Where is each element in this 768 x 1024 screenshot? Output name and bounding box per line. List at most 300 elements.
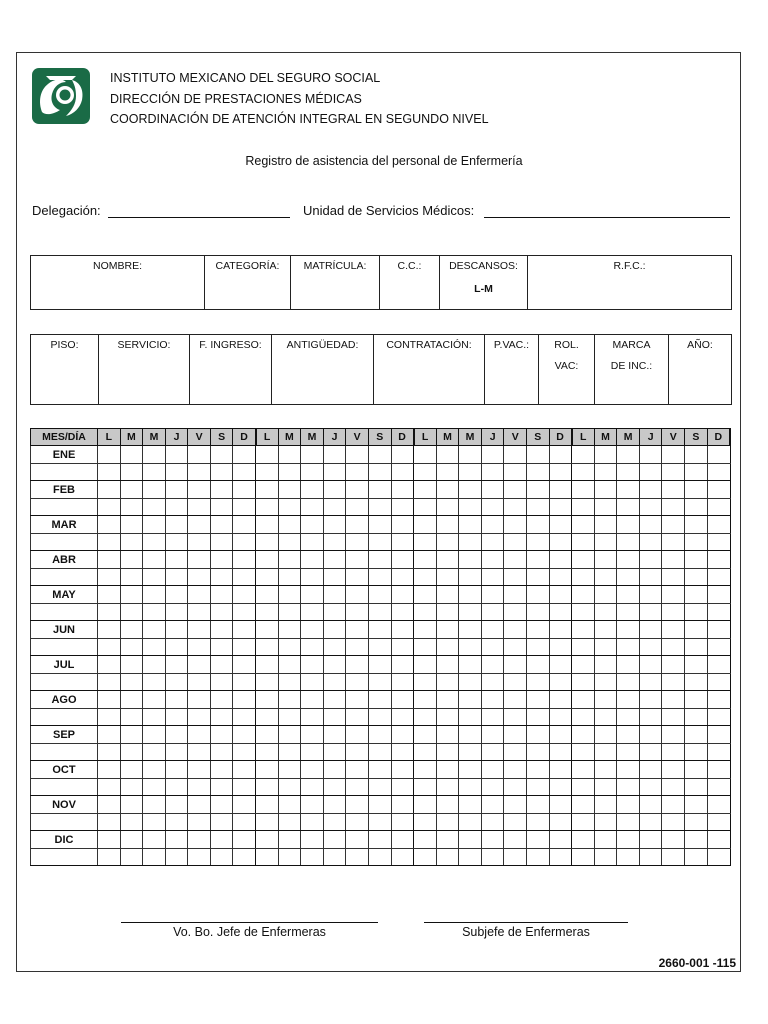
day-cell[interactable]	[481, 481, 504, 499]
day-cell[interactable]	[368, 831, 391, 849]
day-cell[interactable]	[662, 761, 685, 779]
day-cell[interactable]	[549, 621, 572, 639]
day-cell[interactable]	[504, 464, 527, 481]
day-cell[interactable]	[436, 814, 459, 831]
day-cell[interactable]	[639, 779, 662, 796]
day-cell[interactable]	[210, 796, 233, 814]
day-cell[interactable]	[391, 499, 414, 516]
day-cell[interactable]	[639, 569, 662, 586]
day-cell[interactable]	[572, 674, 595, 691]
day-cell[interactable]	[120, 796, 143, 814]
day-cell[interactable]	[526, 849, 549, 866]
day-cell[interactable]	[639, 604, 662, 621]
day-cell[interactable]	[165, 674, 188, 691]
day-cell[interactable]	[617, 779, 640, 796]
day-cell[interactable]	[210, 534, 233, 551]
day-cell[interactable]	[504, 849, 527, 866]
day-cell[interactable]	[368, 464, 391, 481]
day-cell[interactable]	[301, 516, 324, 534]
day-cell[interactable]	[459, 621, 482, 639]
day-cell[interactable]	[98, 849, 121, 866]
day-cell[interactable]	[188, 551, 211, 569]
day-cell[interactable]	[459, 691, 482, 709]
marca-inc-cell[interactable]: MARCA DE INC.:	[595, 335, 669, 405]
day-cell[interactable]	[436, 499, 459, 516]
day-cell[interactable]	[526, 481, 549, 499]
day-cell[interactable]	[165, 779, 188, 796]
day-cell[interactable]	[98, 726, 121, 744]
day-cell[interactable]	[414, 446, 437, 464]
day-cell[interactable]	[436, 691, 459, 709]
day-cell[interactable]	[188, 814, 211, 831]
cc-cell[interactable]: C.C.:	[380, 256, 440, 310]
day-cell[interactable]	[481, 831, 504, 849]
day-cell[interactable]	[572, 796, 595, 814]
day-cell[interactable]	[504, 621, 527, 639]
day-cell[interactable]	[391, 674, 414, 691]
day-cell[interactable]	[639, 516, 662, 534]
day-cell[interactable]	[481, 674, 504, 691]
day-cell[interactable]	[143, 709, 166, 726]
day-cell[interactable]	[188, 761, 211, 779]
day-cell[interactable]	[120, 604, 143, 621]
day-cell[interactable]	[572, 726, 595, 744]
day-cell[interactable]	[459, 481, 482, 499]
day-cell[interactable]	[707, 586, 730, 604]
day-cell[interactable]	[685, 656, 708, 674]
antiguedad-cell[interactable]: ANTIGÜEDAD:	[272, 335, 374, 405]
day-cell[interactable]	[188, 849, 211, 866]
day-cell[interactable]	[526, 604, 549, 621]
day-cell[interactable]	[143, 691, 166, 709]
day-cell[interactable]	[188, 726, 211, 744]
day-cell[interactable]	[391, 744, 414, 761]
day-cell[interactable]	[617, 481, 640, 499]
day-cell[interactable]	[98, 499, 121, 516]
day-cell[interactable]	[368, 849, 391, 866]
day-cell[interactable]	[707, 744, 730, 761]
day-cell[interactable]	[323, 499, 346, 516]
day-cell[interactable]	[301, 569, 324, 586]
day-cell[interactable]	[459, 831, 482, 849]
day-cell[interactable]	[188, 569, 211, 586]
day-cell[interactable]	[278, 481, 301, 499]
day-cell[interactable]	[481, 499, 504, 516]
day-cell[interactable]	[368, 551, 391, 569]
day-cell[interactable]	[436, 621, 459, 639]
day-cell[interactable]	[120, 464, 143, 481]
day-cell[interactable]	[549, 796, 572, 814]
day-cell[interactable]	[143, 726, 166, 744]
day-cell[interactable]	[662, 604, 685, 621]
day-cell[interactable]	[572, 709, 595, 726]
ingreso-cell[interactable]: F. INGRESO:	[190, 335, 272, 405]
day-cell[interactable]	[301, 656, 324, 674]
day-cell[interactable]	[572, 639, 595, 656]
day-cell[interactable]	[436, 569, 459, 586]
signature-line-subjefe[interactable]	[424, 922, 628, 923]
anio-cell[interactable]: AÑO:	[669, 335, 732, 405]
day-cell[interactable]	[368, 796, 391, 814]
day-cell[interactable]	[98, 709, 121, 726]
day-cell[interactable]	[662, 621, 685, 639]
day-cell[interactable]	[504, 814, 527, 831]
day-cell[interactable]	[98, 621, 121, 639]
descansos-cell[interactable]: DESCANSOS: L-M	[440, 256, 528, 310]
day-cell[interactable]	[685, 761, 708, 779]
day-cell[interactable]	[346, 691, 369, 709]
day-cell[interactable]	[165, 569, 188, 586]
day-cell[interactable]	[391, 779, 414, 796]
day-cell[interactable]	[594, 656, 617, 674]
day-cell[interactable]	[233, 586, 256, 604]
day-cell[interactable]	[617, 691, 640, 709]
day-cell[interactable]	[391, 604, 414, 621]
day-cell[interactable]	[278, 831, 301, 849]
day-cell[interactable]	[98, 831, 121, 849]
day-cell[interactable]	[685, 709, 708, 726]
day-cell[interactable]	[707, 691, 730, 709]
signature-line-jefe[interactable]	[121, 922, 378, 923]
day-cell[interactable]	[278, 691, 301, 709]
day-cell[interactable]	[256, 709, 279, 726]
day-cell[interactable]	[301, 586, 324, 604]
day-cell[interactable]	[301, 691, 324, 709]
day-cell[interactable]	[504, 796, 527, 814]
day-cell[interactable]	[481, 779, 504, 796]
day-cell[interactable]	[662, 691, 685, 709]
day-cell[interactable]	[165, 849, 188, 866]
day-cell[interactable]	[143, 604, 166, 621]
day-cell[interactable]	[549, 709, 572, 726]
day-cell[interactable]	[98, 604, 121, 621]
day-cell[interactable]	[210, 726, 233, 744]
day-cell[interactable]	[549, 569, 572, 586]
day-cell[interactable]	[210, 586, 233, 604]
day-cell[interactable]	[188, 796, 211, 814]
day-cell[interactable]	[572, 481, 595, 499]
day-cell[interactable]	[481, 849, 504, 866]
day-cell[interactable]	[639, 446, 662, 464]
day-cell[interactable]	[256, 814, 279, 831]
day-cell[interactable]	[526, 569, 549, 586]
day-cell[interactable]	[414, 464, 437, 481]
day-cell[interactable]	[662, 744, 685, 761]
day-cell[interactable]	[459, 744, 482, 761]
day-cell[interactable]	[368, 621, 391, 639]
day-cell[interactable]	[368, 779, 391, 796]
day-cell[interactable]	[256, 621, 279, 639]
day-cell[interactable]	[459, 551, 482, 569]
day-cell[interactable]	[120, 709, 143, 726]
day-cell[interactable]	[323, 849, 346, 866]
day-cell[interactable]	[346, 744, 369, 761]
day-cell[interactable]	[707, 604, 730, 621]
day-cell[interactable]	[685, 796, 708, 814]
day-cell[interactable]	[165, 744, 188, 761]
day-cell[interactable]	[301, 726, 324, 744]
day-cell[interactable]	[256, 744, 279, 761]
day-cell[interactable]	[572, 779, 595, 796]
day-cell[interactable]	[210, 831, 233, 849]
day-cell[interactable]	[346, 639, 369, 656]
day-cell[interactable]	[662, 446, 685, 464]
day-cell[interactable]	[436, 831, 459, 849]
day-cell[interactable]	[459, 656, 482, 674]
day-cell[interactable]	[368, 499, 391, 516]
day-cell[interactable]	[301, 446, 324, 464]
day-cell[interactable]	[617, 621, 640, 639]
day-cell[interactable]	[504, 569, 527, 586]
day-cell[interactable]	[549, 849, 572, 866]
day-cell[interactable]	[233, 744, 256, 761]
day-cell[interactable]	[594, 569, 617, 586]
day-cell[interactable]	[414, 516, 437, 534]
day-cell[interactable]	[120, 621, 143, 639]
day-cell[interactable]	[662, 709, 685, 726]
day-cell[interactable]	[188, 621, 211, 639]
day-cell[interactable]	[278, 744, 301, 761]
day-cell[interactable]	[414, 621, 437, 639]
day-cell[interactable]	[707, 446, 730, 464]
day-cell[interactable]	[526, 621, 549, 639]
day-cell[interactable]	[549, 481, 572, 499]
day-cell[interactable]	[414, 779, 437, 796]
day-cell[interactable]	[143, 534, 166, 551]
day-cell[interactable]	[391, 516, 414, 534]
day-cell[interactable]	[346, 726, 369, 744]
day-cell[interactable]	[391, 551, 414, 569]
day-cell[interactable]	[120, 481, 143, 499]
day-cell[interactable]	[549, 744, 572, 761]
day-cell[interactable]	[210, 814, 233, 831]
day-cell[interactable]	[414, 481, 437, 499]
day-cell[interactable]	[639, 621, 662, 639]
day-cell[interactable]	[120, 569, 143, 586]
day-cell[interactable]	[481, 709, 504, 726]
day-cell[interactable]	[526, 831, 549, 849]
day-cell[interactable]	[346, 761, 369, 779]
day-cell[interactable]	[707, 481, 730, 499]
day-cell[interactable]	[459, 446, 482, 464]
day-cell[interactable]	[143, 499, 166, 516]
day-cell[interactable]	[662, 831, 685, 849]
day-cell[interactable]	[639, 831, 662, 849]
day-cell[interactable]	[481, 551, 504, 569]
day-cell[interactable]	[120, 761, 143, 779]
day-cell[interactable]	[594, 551, 617, 569]
day-cell[interactable]	[572, 831, 595, 849]
day-cell[interactable]	[459, 796, 482, 814]
day-cell[interactable]	[662, 586, 685, 604]
day-cell[interactable]	[233, 849, 256, 866]
day-cell[interactable]	[210, 446, 233, 464]
day-cell[interactable]	[256, 656, 279, 674]
day-cell[interactable]	[188, 534, 211, 551]
day-cell[interactable]	[98, 446, 121, 464]
day-cell[interactable]	[391, 761, 414, 779]
day-cell[interactable]	[301, 534, 324, 551]
day-cell[interactable]	[278, 464, 301, 481]
day-cell[interactable]	[165, 499, 188, 516]
day-cell[interactable]	[707, 621, 730, 639]
day-cell[interactable]	[301, 604, 324, 621]
day-cell[interactable]	[504, 744, 527, 761]
day-cell[interactable]	[278, 796, 301, 814]
day-cell[interactable]	[662, 516, 685, 534]
day-cell[interactable]	[120, 674, 143, 691]
day-cell[interactable]	[707, 761, 730, 779]
day-cell[interactable]	[210, 674, 233, 691]
day-cell[interactable]	[278, 516, 301, 534]
day-cell[interactable]	[98, 586, 121, 604]
day-cell[interactable]	[256, 604, 279, 621]
day-cell[interactable]	[165, 621, 188, 639]
day-cell[interactable]	[278, 849, 301, 866]
day-cell[interactable]	[459, 726, 482, 744]
day-cell[interactable]	[233, 621, 256, 639]
day-cell[interactable]	[549, 691, 572, 709]
day-cell[interactable]	[414, 499, 437, 516]
unidad-field[interactable]	[484, 217, 730, 218]
day-cell[interactable]	[323, 761, 346, 779]
day-cell[interactable]	[391, 709, 414, 726]
day-cell[interactable]	[210, 481, 233, 499]
day-cell[interactable]	[233, 569, 256, 586]
day-cell[interactable]	[391, 621, 414, 639]
day-cell[interactable]	[391, 481, 414, 499]
day-cell[interactable]	[391, 849, 414, 866]
day-cell[interactable]	[594, 481, 617, 499]
day-cell[interactable]	[617, 814, 640, 831]
day-cell[interactable]	[617, 446, 640, 464]
day-cell[interactable]	[685, 569, 708, 586]
day-cell[interactable]	[233, 604, 256, 621]
day-cell[interactable]	[120, 779, 143, 796]
day-cell[interactable]	[391, 534, 414, 551]
day-cell[interactable]	[436, 534, 459, 551]
day-cell[interactable]	[323, 691, 346, 709]
day-cell[interactable]	[594, 604, 617, 621]
day-cell[interactable]	[210, 656, 233, 674]
day-cell[interactable]	[436, 516, 459, 534]
day-cell[interactable]	[301, 551, 324, 569]
day-cell[interactable]	[549, 499, 572, 516]
day-cell[interactable]	[368, 761, 391, 779]
day-cell[interactable]	[504, 726, 527, 744]
day-cell[interactable]	[233, 674, 256, 691]
day-cell[interactable]	[323, 604, 346, 621]
piso-cell[interactable]: PISO:	[31, 335, 99, 405]
day-cell[interactable]	[594, 621, 617, 639]
day-cell[interactable]	[256, 674, 279, 691]
day-cell[interactable]	[639, 481, 662, 499]
day-cell[interactable]	[459, 761, 482, 779]
day-cell[interactable]	[143, 761, 166, 779]
day-cell[interactable]	[459, 604, 482, 621]
day-cell[interactable]	[707, 849, 730, 866]
day-cell[interactable]	[278, 656, 301, 674]
day-cell[interactable]	[120, 534, 143, 551]
nombre-cell[interactable]: NOMBRE:	[31, 256, 205, 310]
day-cell[interactable]	[481, 639, 504, 656]
day-cell[interactable]	[278, 534, 301, 551]
day-cell[interactable]	[256, 831, 279, 849]
day-cell[interactable]	[233, 481, 256, 499]
day-cell[interactable]	[436, 674, 459, 691]
day-cell[interactable]	[639, 656, 662, 674]
day-cell[interactable]	[436, 604, 459, 621]
day-cell[interactable]	[210, 464, 233, 481]
day-cell[interactable]	[256, 761, 279, 779]
day-cell[interactable]	[233, 499, 256, 516]
day-cell[interactable]	[256, 499, 279, 516]
day-cell[interactable]	[143, 656, 166, 674]
day-cell[interactable]	[414, 744, 437, 761]
day-cell[interactable]	[233, 639, 256, 656]
day-cell[interactable]	[436, 726, 459, 744]
day-cell[interactable]	[685, 534, 708, 551]
day-cell[interactable]	[143, 464, 166, 481]
day-cell[interactable]	[685, 814, 708, 831]
day-cell[interactable]	[572, 656, 595, 674]
day-cell[interactable]	[414, 604, 437, 621]
day-cell[interactable]	[617, 656, 640, 674]
day-cell[interactable]	[662, 656, 685, 674]
day-cell[interactable]	[526, 691, 549, 709]
day-cell[interactable]	[165, 464, 188, 481]
day-cell[interactable]	[278, 726, 301, 744]
day-cell[interactable]	[414, 639, 437, 656]
day-cell[interactable]	[323, 726, 346, 744]
day-cell[interactable]	[685, 849, 708, 866]
servicio-cell[interactable]: SERVICIO:	[99, 335, 190, 405]
day-cell[interactable]	[120, 446, 143, 464]
day-cell[interactable]	[481, 726, 504, 744]
day-cell[interactable]	[572, 586, 595, 604]
day-cell[interactable]	[346, 516, 369, 534]
day-cell[interactable]	[414, 814, 437, 831]
day-cell[interactable]	[233, 691, 256, 709]
day-cell[interactable]	[526, 674, 549, 691]
day-cell[interactable]	[436, 849, 459, 866]
day-cell[interactable]	[504, 779, 527, 796]
day-cell[interactable]	[120, 656, 143, 674]
day-cell[interactable]	[256, 779, 279, 796]
day-cell[interactable]	[143, 849, 166, 866]
day-cell[interactable]	[594, 726, 617, 744]
day-cell[interactable]	[210, 779, 233, 796]
day-cell[interactable]	[414, 534, 437, 551]
day-cell[interactable]	[368, 709, 391, 726]
day-cell[interactable]	[368, 674, 391, 691]
day-cell[interactable]	[526, 499, 549, 516]
day-cell[interactable]	[188, 831, 211, 849]
day-cell[interactable]	[165, 446, 188, 464]
day-cell[interactable]	[639, 639, 662, 656]
day-cell[interactable]	[188, 709, 211, 726]
day-cell[interactable]	[368, 569, 391, 586]
day-cell[interactable]	[210, 551, 233, 569]
day-cell[interactable]	[346, 446, 369, 464]
day-cell[interactable]	[685, 446, 708, 464]
day-cell[interactable]	[188, 446, 211, 464]
day-cell[interactable]	[98, 464, 121, 481]
day-cell[interactable]	[391, 464, 414, 481]
day-cell[interactable]	[346, 551, 369, 569]
day-cell[interactable]	[549, 639, 572, 656]
day-cell[interactable]	[594, 674, 617, 691]
